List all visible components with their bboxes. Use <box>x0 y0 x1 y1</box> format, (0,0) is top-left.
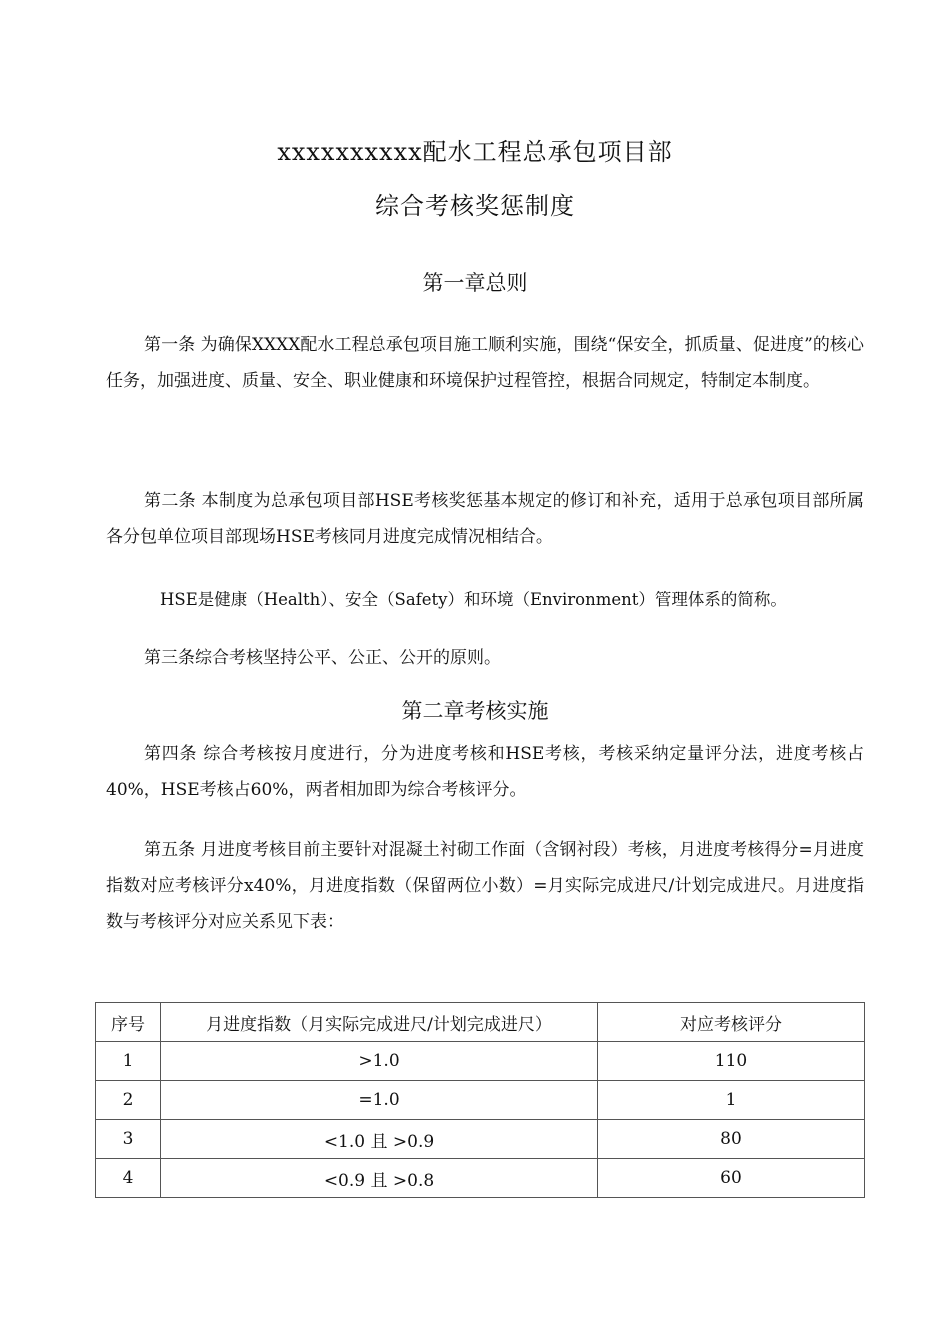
document-title: xxxxxxxxxx配水工程总承包项目部 <box>277 138 673 166</box>
table-cell: 80 <box>598 1120 865 1159</box>
table-cell: =1.0 <box>161 1081 598 1120</box>
table-cell: 1 <box>598 1081 865 1120</box>
table-row <box>96 1120 865 1159</box>
table-cell: 2 <box>96 1081 161 1120</box>
table-cell: 1 <box>96 1042 161 1081</box>
article-3: 第三条综合考核坚持公平、公正、公开的原则。 <box>144 648 501 668</box>
hse-definition: HSE是健康（Health）、安全（Safety）和环境（Environment）管理体系的简称。 <box>160 590 787 609</box>
table-cell: 3 <box>96 1120 161 1159</box>
table-row <box>96 1042 865 1081</box>
chapter-1-heading: 第一章总则 <box>422 271 528 295</box>
table-header-cell: 序号 <box>96 1003 161 1042</box>
table-cell: >1.0 <box>161 1042 598 1081</box>
article-2: 第二条 本制度为总承包项目部HSE考核奖惩基本规定的修订和补充，适用于总承包项目部所属各分包单位项目部现场HSE考核同月进度完成情况相结合。 <box>106 491 864 547</box>
article-1: 第一条 为确保XXXX配水工程总承包项目施工顺利实施，围绕“保安全，抓质量、促进度”的核心任务，加强进度、质量、安全、职业健康和环境保护过程管控，根据合同规定，特制定本制度。 <box>106 335 864 391</box>
article-4: 第四条 综合考核按月度进行，分为进度考核和HSE考核，考核采纳定量评分法，进度考核占40%，HSE考核占60%，两者相加即为综合考核评分。 <box>106 744 864 800</box>
table-cell: 60 <box>598 1159 865 1198</box>
chapter-2-heading: 第二章考核实施 <box>401 699 549 723</box>
table-cell: <0.9 且 >0.8 <box>161 1159 598 1198</box>
article-5: 第五条 月进度考核目前主要针对混凝土衬砌工作面（含钢衬段）考核，月进度考核得分=月进度指数对应考核评分x40%，月进度指数（保留两位小数）=月实际完成进尺/计划完成进尺。月进度指数与考核评分对应关系见下表： <box>106 840 864 932</box>
table-cell: 110 <box>598 1042 865 1081</box>
table-cell: <1.0 且 >0.9 <box>161 1120 598 1159</box>
table-row <box>96 1081 865 1120</box>
table-header-cell: 月进度指数（月实际完成进尺/计划完成进尺） <box>161 1003 598 1042</box>
table-cell: 4 <box>96 1159 161 1198</box>
progress-score-table <box>95 1002 865 1198</box>
table-header-row <box>96 1003 865 1042</box>
document-subtitle: 综合考核奖惩制度 <box>375 192 575 220</box>
table-row <box>96 1159 865 1198</box>
table-header-cell: 对应考核评分 <box>598 1003 865 1042</box>
